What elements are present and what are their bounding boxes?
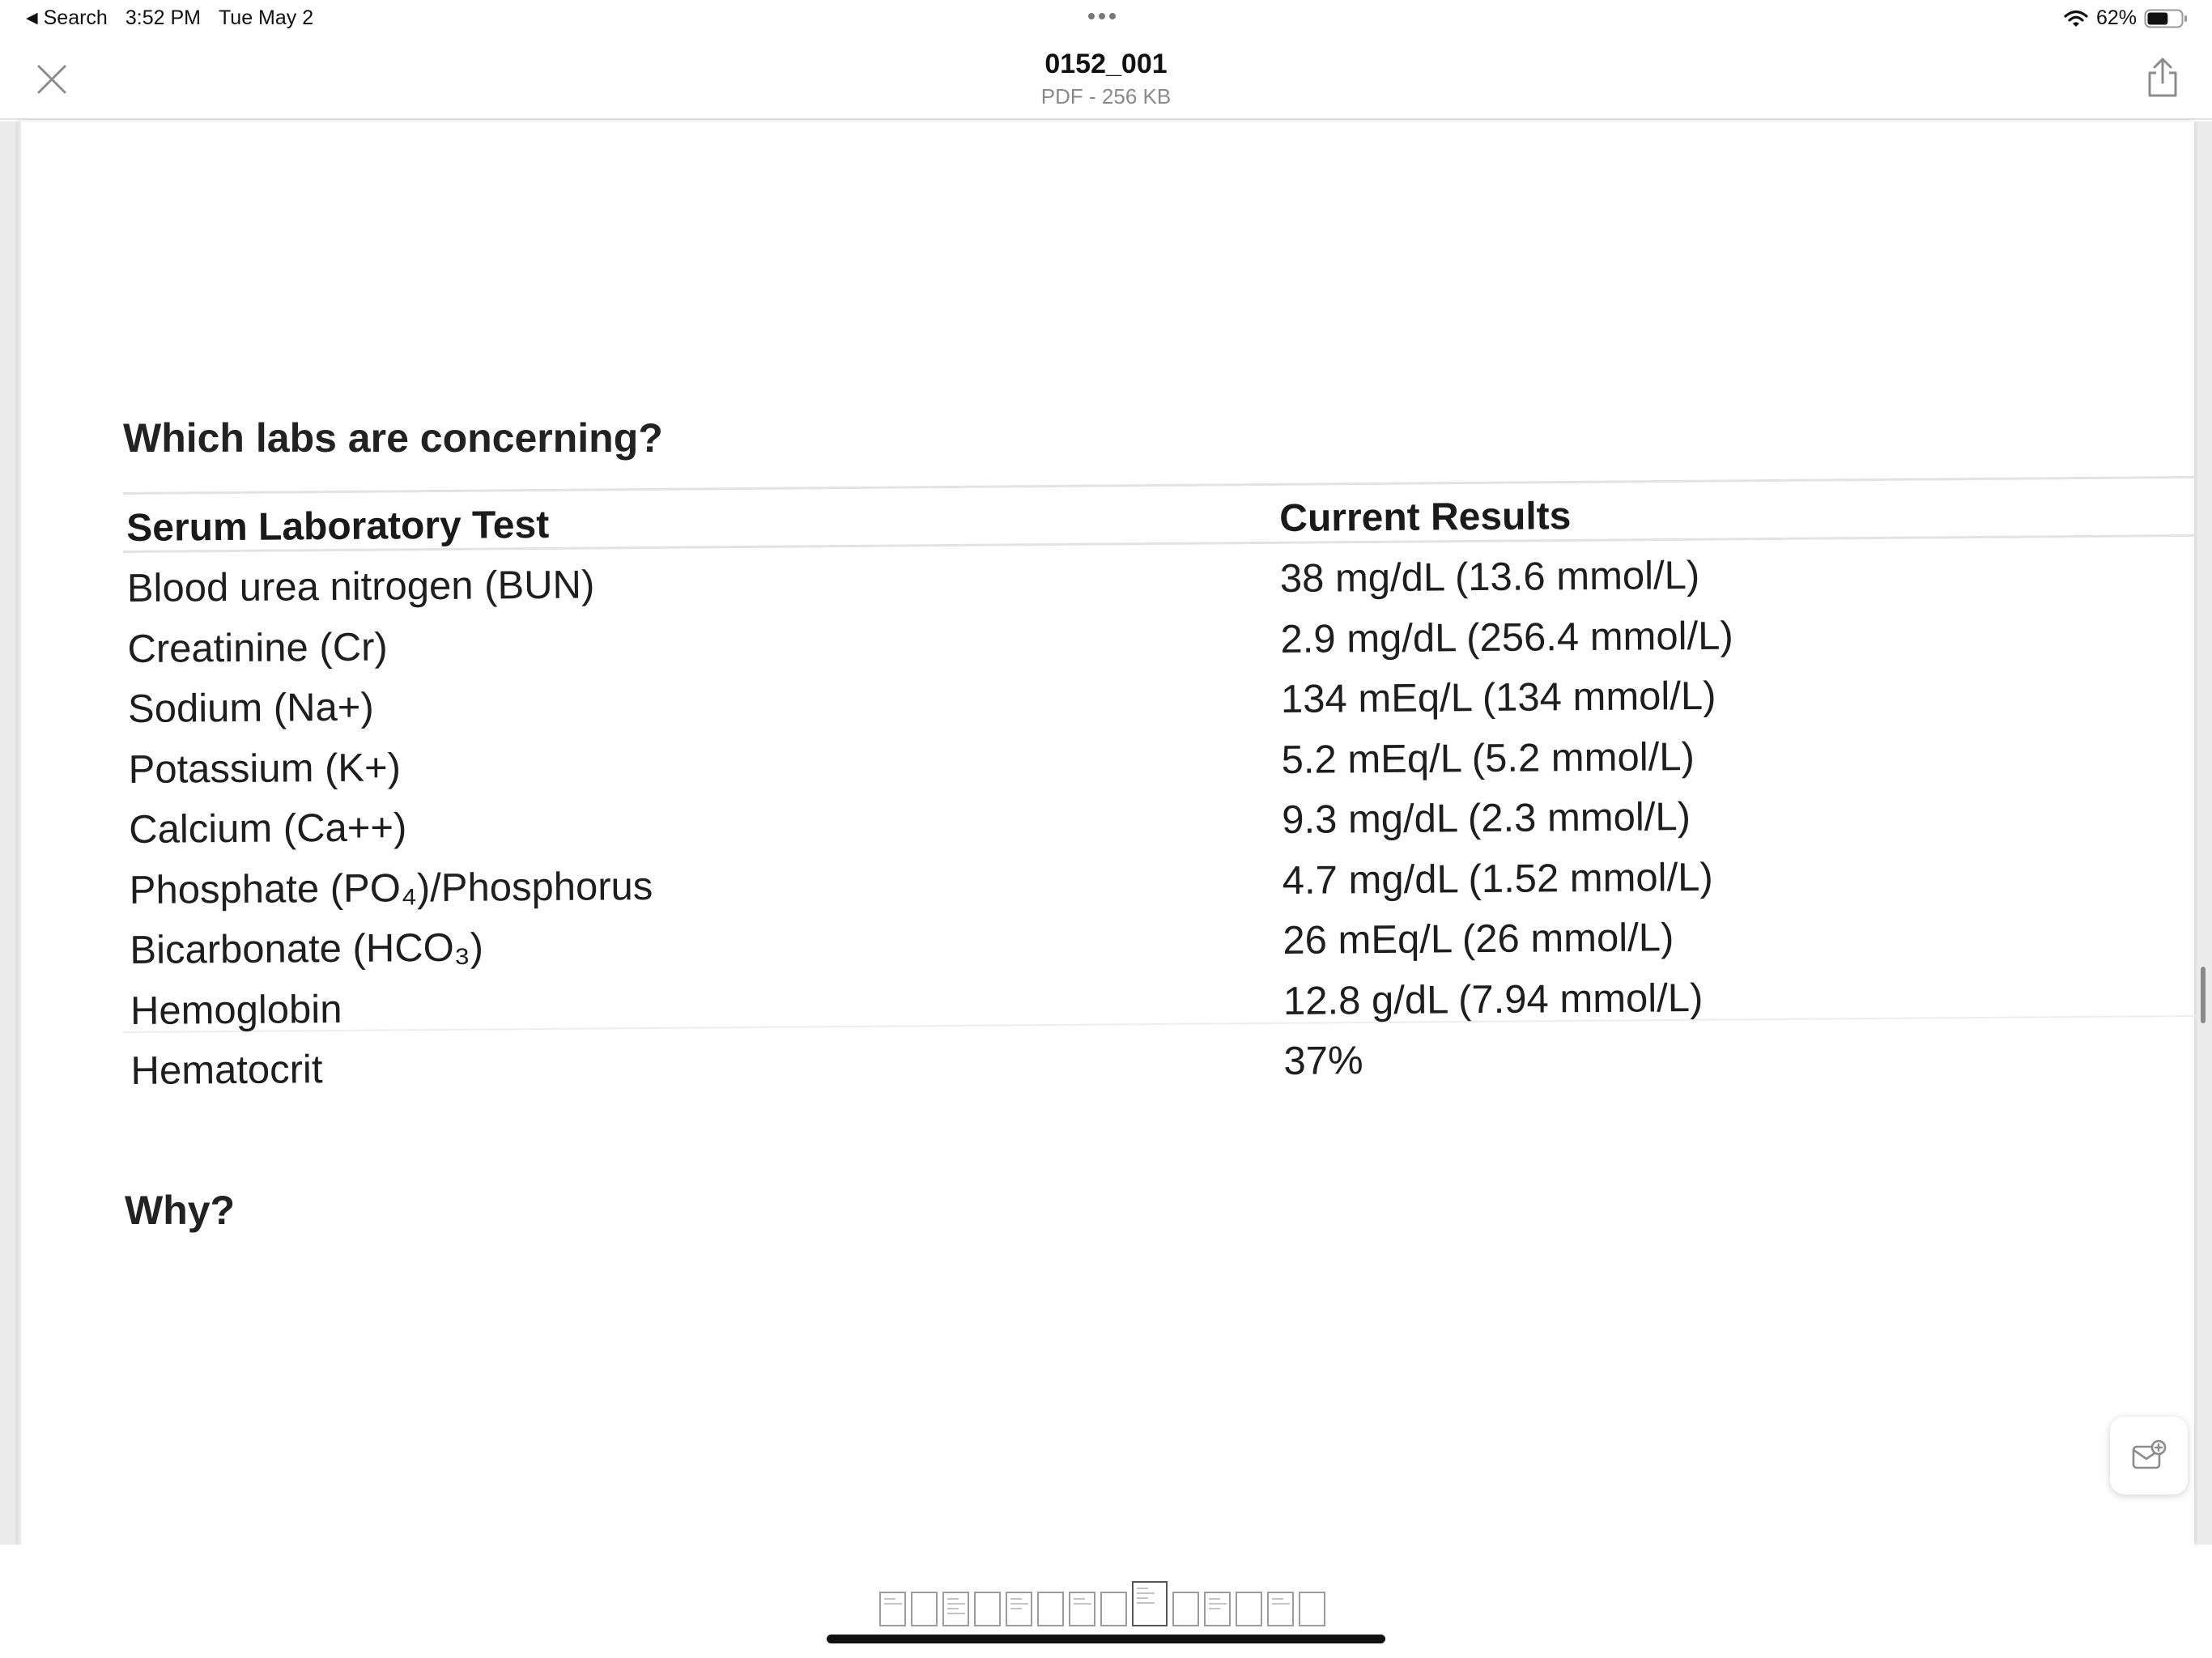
table-row-result: 9.3 mg/dL (2.3 mmol/L) [1282, 795, 1691, 842]
lab-tests-column [126, 491, 1184, 1102]
page-edge [18, 121, 21, 1545]
share-icon[interactable] [2142, 57, 2183, 99]
table-header-result: Current Results [1279, 495, 1572, 540]
table-row-test: Bicarbonate (HCO₃) [130, 925, 484, 972]
table-row-test: Sodium (Na+) [127, 685, 374, 731]
status-date: Tue May 2 [218, 6, 314, 29]
add-comment-button[interactable] [2110, 1417, 2188, 1494]
document-title: 0152_001 [1044, 49, 1168, 79]
page-thumbnail[interactable] [1037, 1592, 1064, 1626]
status-bar [0, 0, 2212, 39]
page-thumbnail-current[interactable] [1132, 1581, 1168, 1626]
table-row-result: 37% [1283, 1039, 1363, 1083]
table-row-result: 2.9 mg/dL (256.4 mmol/L) [1280, 614, 1733, 661]
page-thumbnail[interactable] [1100, 1592, 1127, 1626]
page-thumbnail[interactable] [879, 1592, 906, 1626]
pdf-page [18, 121, 2194, 1545]
battery-icon [2144, 8, 2188, 29]
page-thumbnail[interactable] [974, 1592, 1001, 1626]
page-thumbnail[interactable] [1267, 1592, 1294, 1626]
page-thumbnail[interactable] [1236, 1592, 1262, 1626]
table-row-test: Creatinine (Cr) [127, 624, 388, 671]
page-thumbnail[interactable] [1006, 1592, 1032, 1626]
page-thumbnail[interactable] [1204, 1592, 1231, 1626]
home-indicator[interactable] [827, 1635, 1385, 1643]
back-caret-icon: ◀ [26, 10, 38, 27]
table-row-result: 5.2 mEq/L (5.2 mmol/L) [1281, 734, 1695, 782]
status-back-to-search[interactable] [26, 6, 331, 30]
document-nav-bar [0, 39, 2212, 120]
thumbnail-list [879, 1581, 1325, 1626]
lab-results-column [1279, 481, 2212, 1092]
page-thumbnail[interactable] [1299, 1592, 1325, 1626]
page-thumbnail[interactable] [1069, 1592, 1095, 1626]
question-heading: Which labs are concerning? [123, 415, 663, 461]
back-label: Search [43, 6, 108, 29]
wifi-icon [2064, 9, 2088, 28]
scroll-indicator[interactable] [2201, 967, 2206, 1023]
followup-question: Why? [125, 1188, 236, 1233]
table-header-test: Serum Laboratory Test [126, 503, 550, 550]
add-comment-icon [2131, 1439, 2167, 1472]
table-row-result: 12.8 g/dL (7.94 mmol/L) [1283, 976, 1704, 1023]
table-row-result: 134 mEq/L (134 mmol/L) [1280, 674, 1716, 721]
status-right [2064, 6, 2188, 30]
status-time: 3:52 PM [125, 6, 201, 29]
battery-percent: 62% [2095, 6, 2137, 29]
page-thumbnail-strip [0, 1545, 2212, 1658]
document-subtitle: PDF - 256 KB [1040, 84, 1172, 108]
table-row-result: 38 mg/dL (13.6 mmol/L) [1279, 553, 1700, 601]
table-row-test: Blood urea nitrogen (BUN) [126, 563, 595, 610]
multitasking-dots-icon[interactable] [1088, 6, 1116, 19]
table-row-result: 26 mEq/L (26 mmol/L) [1283, 916, 1674, 963]
page-thumbnail[interactable] [1172, 1592, 1199, 1626]
table-row-test: Calcium (Ca++) [129, 806, 407, 852]
document-viewport[interactable] [0, 121, 2212, 1545]
page-thumbnail[interactable] [911, 1592, 938, 1626]
page-thumbnail[interactable] [942, 1592, 969, 1626]
table-row-test: Potassium (K+) [128, 745, 402, 792]
table-row-test: Phosphate (PO₄)/Phosphorus [129, 864, 653, 912]
table-row-test: Hematocrit [130, 1048, 323, 1093]
table-row-test: Hemoglobin [130, 987, 342, 1033]
table-row-result: 4.7 mg/dL (1.52 mmol/L) [1282, 855, 1713, 903]
